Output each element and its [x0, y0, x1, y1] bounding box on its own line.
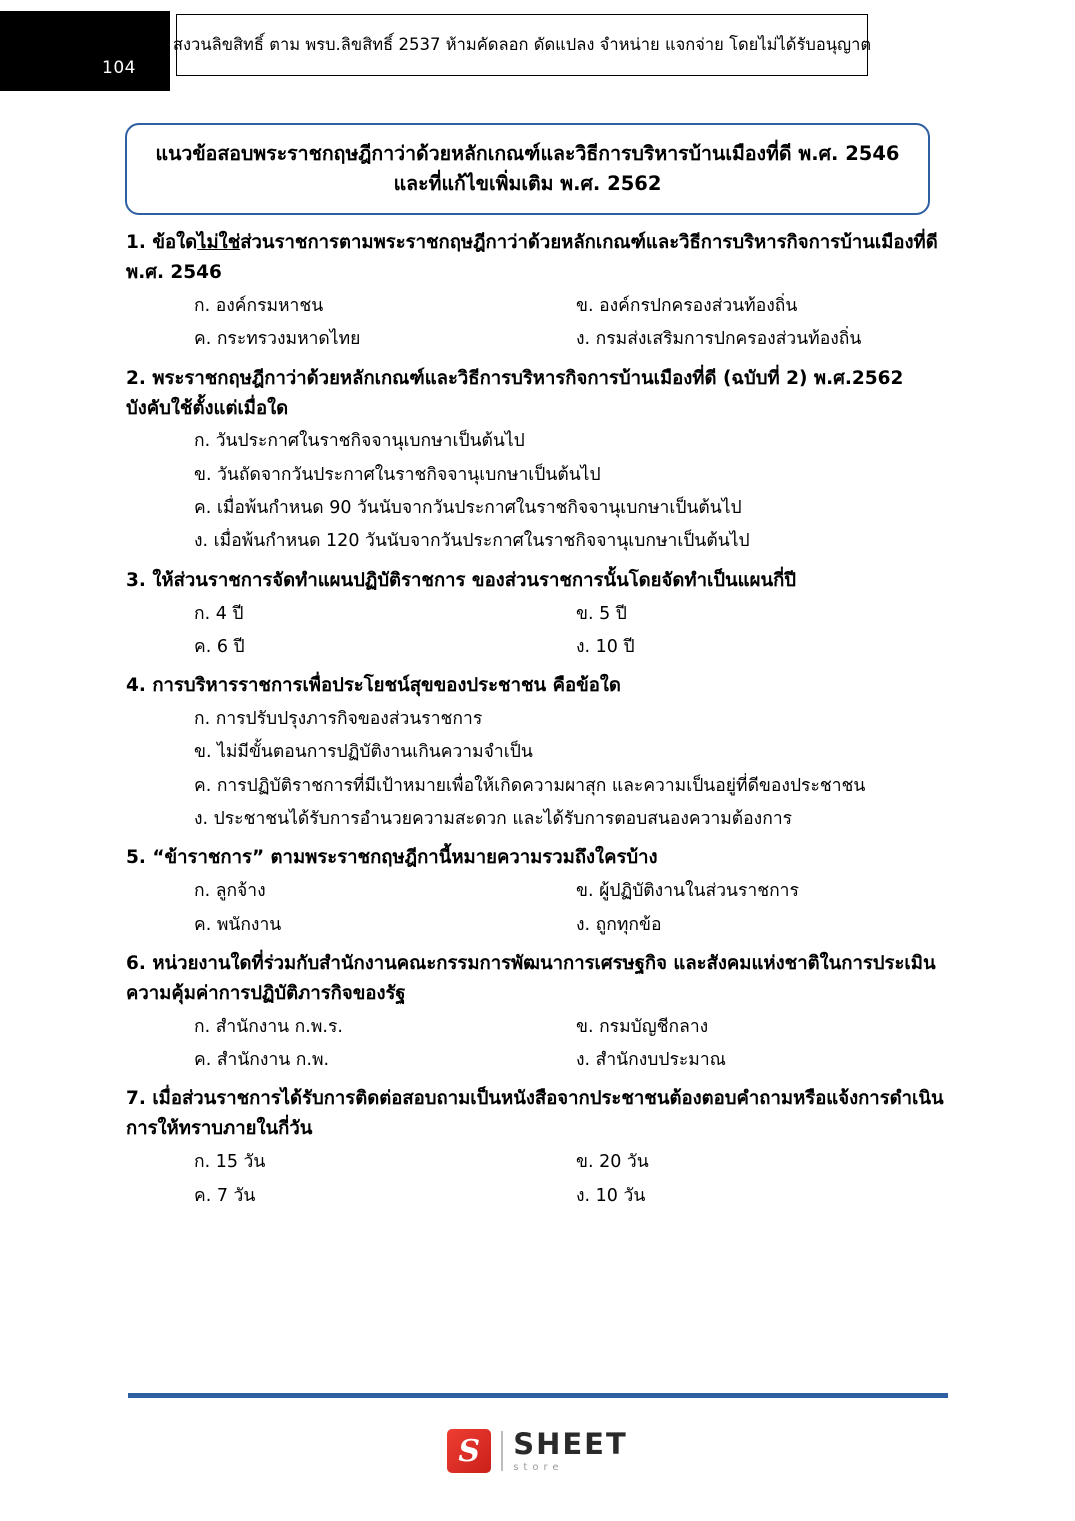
choice-option[interactable]: ข. 5 ปี [576, 603, 627, 624]
choice-list [126, 1011, 947, 1078]
question-stem-pre: 1. ข้อใด [126, 232, 198, 253]
choice-row [194, 631, 947, 664]
choice-option[interactable]: ง. 10 ปี [576, 636, 635, 657]
copyright-notice-box [172, 14, 872, 76]
choice-row [194, 770, 947, 803]
choice-row [194, 1044, 947, 1077]
choice-option[interactable]: ค. กระทรวงมหาดไทย [194, 329, 361, 350]
choice-list [126, 875, 947, 942]
logo-wordmark [513, 1426, 628, 1473]
logo-divider [501, 1431, 503, 1471]
choice-option[interactable]: ก. วันประกาศในราชกิจจานุเบกษาเป็นต้นไป [194, 431, 525, 452]
choice-option[interactable]: ค. พนักงาน [194, 914, 282, 935]
choice-option[interactable]: ง. ถูกทุกข้อ [576, 914, 662, 935]
choice-row [194, 492, 947, 525]
spacer [0, 836, 1075, 843]
choice-option[interactable]: ค. 6 ปี [194, 636, 245, 657]
logo-subtitle: store [513, 1461, 564, 1473]
copyright-notice-text: สงวนลิขสิทธิ์ ตาม พรบ.ลิขสิทธิ์ 2537 ห้ามคัดลอก ดัดแปลง จำหน่าย แจกจ่าย โดยไม่ได้รับอนุญาต [172, 35, 872, 54]
choice-option[interactable]: ก. 15 วัน [194, 1152, 266, 1173]
page-number-bar [0, 11, 170, 91]
question-stem-post: ส่วนราชการตามพระราชกฤษฎีกาว่าด้วยหลักเกณฑ์และวิธีการบริหารกิจการบ้านเมืองที่ดี พ.ศ. 2546 [126, 232, 938, 283]
page-footer [0, 1371, 1075, 1521]
choice-option[interactable]: ก. ลูกจ้าง [194, 881, 266, 902]
choice-row [194, 425, 947, 458]
choice-list [126, 425, 947, 558]
choice-option[interactable]: ข. 20 วัน [576, 1152, 649, 1173]
question-stem-underline: ไม่ใช่ [197, 232, 241, 253]
choice-option[interactable]: ค. เมื่อพ้นกำหนด 90 วันนับจากวันประกาศในราชกิจจานุเบกษาเป็นต้นไป [194, 498, 742, 519]
exam-title-box [125, 123, 930, 215]
logo-name: SHEET [513, 1426, 628, 1461]
choice-row [194, 803, 947, 836]
spacer [0, 664, 1075, 671]
choice-row [194, 459, 947, 492]
choice-option[interactable]: ก. การปรับปรุงภารกิจของส่วนราชการ [194, 709, 483, 730]
spacer [0, 942, 1075, 949]
exam-title-text: แนวข้อสอบพระราชกฤษฎีกาว่าด้วยหลักเกณฑ์และวิธีการบริหารบ้านเมืองที่ดี พ.ศ. 2546 และที่แก้ไขเพิ่มเติม พ.ศ. 2562 [155, 141, 900, 195]
choice-list [126, 703, 947, 836]
choice-row [194, 598, 947, 631]
choice-row [194, 1146, 947, 1179]
question-stem: 2. พระราชกฤษฎีกาว่าด้วยหลักเกณฑ์และวิธีการบริหารกิจการบ้านเมืองที่ดี (ฉบับที่ 2) พ.ศ.2562 บังคับใช้ตั้งแต่เมื่อใด [126, 367, 904, 419]
question-stem: 7. เมื่อส่วนราชการได้รับการติดต่อสอบถามเป็นหนังสือจากประชาชนต้องตอบคำถามหรือแจ้งการดำเนินการให้ทราบภายในกี่วัน [126, 1088, 944, 1140]
choice-option[interactable]: ง. 10 วัน [576, 1185, 646, 1206]
choice-list [126, 290, 947, 357]
choice-option[interactable]: ค. การปฏิบัติราชการที่มีเป้าหมายเพื่อให้เกิดความผาสุก และความเป็นอยู่ที่ดีของประชาชน [194, 775, 866, 796]
choice-option[interactable]: ค. 7 วัน [194, 1185, 256, 1206]
choice-option[interactable]: ก. 4 ปี [194, 603, 244, 624]
choice-row [194, 909, 947, 942]
question-stem: 4. การบริหารราชการเพื่อประโยชน์สุขของประชาชน คือข้อใด [126, 675, 621, 697]
logo-s-icon: S [447, 1429, 491, 1473]
question-stem: 3. ให้ส่วนราชการจัดทำแผนปฏิบัติราชการ ของส่วนราชการนั้นโดยจัดทำเป็นแผนกี่ปี [126, 569, 797, 591]
choice-row [194, 875, 947, 908]
choice-option[interactable]: ก. องค์กรมหาชน [194, 295, 324, 316]
choice-option[interactable]: ง. เมื่อพ้นกำหนด 120 วันนับจากวันประกาศในราชกิจจานุเบกษาเป็นต้นไป [194, 531, 750, 552]
spacer [0, 1077, 1075, 1084]
question-stem: 6. หน่วยงานใดที่ร่วมกับสำนักงานคณะกรรมการพัฒนาการเศรษฐกิจ และสังคมแห่งชาติในการประเมินความคุ้มค่าการปฏิบัติภารกิจของรัฐ [126, 952, 936, 1004]
choice-row [194, 1180, 947, 1213]
choice-row [194, 323, 947, 356]
choice-option[interactable]: ง. ประชาชนได้รับการอำนวยความสะดวก และได้รับการตอบสนองความต้องการ [194, 809, 793, 830]
choice-option[interactable]: ก. สำนักงาน ก.พ.ร. [194, 1016, 343, 1037]
spacer [0, 559, 1075, 566]
choice-option[interactable]: ง. กรมส่งเสริมการปกครองส่วนท้องถิ่น [576, 329, 862, 350]
page-header [0, 0, 1075, 105]
choice-row [194, 1011, 947, 1044]
choice-row [194, 736, 947, 769]
choice-list [126, 1146, 947, 1213]
choice-option[interactable]: ข. วันถัดจากวันประกาศในราชกิจจานุเบกษาเป็นต้นไป [194, 464, 601, 485]
page-number: 104 [102, 58, 136, 78]
choice-option[interactable]: ข. ผู้ปฏิบัติงานในส่วนราชการ [576, 881, 799, 902]
question-block [0, 228, 1075, 357]
choice-option[interactable]: ข. กรมบัญชีกลาง [576, 1016, 709, 1037]
questions-container [0, 228, 1075, 1213]
choice-option[interactable]: ข. องค์กรปกครองส่วนท้องถิ่น [576, 295, 798, 316]
question-block [0, 1084, 1075, 1213]
spacer [0, 357, 1075, 364]
choice-row [194, 525, 947, 558]
choice-row [194, 703, 947, 736]
question-block [0, 671, 1075, 836]
choice-option[interactable]: ค. สำนักงาน ก.พ. [194, 1050, 330, 1071]
sheet-store-logo [0, 1426, 1075, 1473]
question-block [0, 566, 1075, 665]
choice-list [126, 598, 947, 665]
question-stem: 5. “ข้าราชการ” ตามพระราชกฤษฎีกานี้หมายความรวมถึงใครบ้าง [126, 847, 658, 869]
choice-option[interactable]: ง. สำนักงบประมาณ [576, 1050, 726, 1071]
question-block [0, 364, 1075, 559]
question-stem [126, 228, 947, 288]
choice-row [194, 290, 947, 323]
question-block [0, 843, 1075, 942]
choice-option[interactable]: ข. ไม่มีขั้นตอนการปฏิบัติงานเกินความจำเป็น [194, 742, 533, 763]
footer-divider [128, 1393, 948, 1398]
question-block [0, 949, 1075, 1078]
